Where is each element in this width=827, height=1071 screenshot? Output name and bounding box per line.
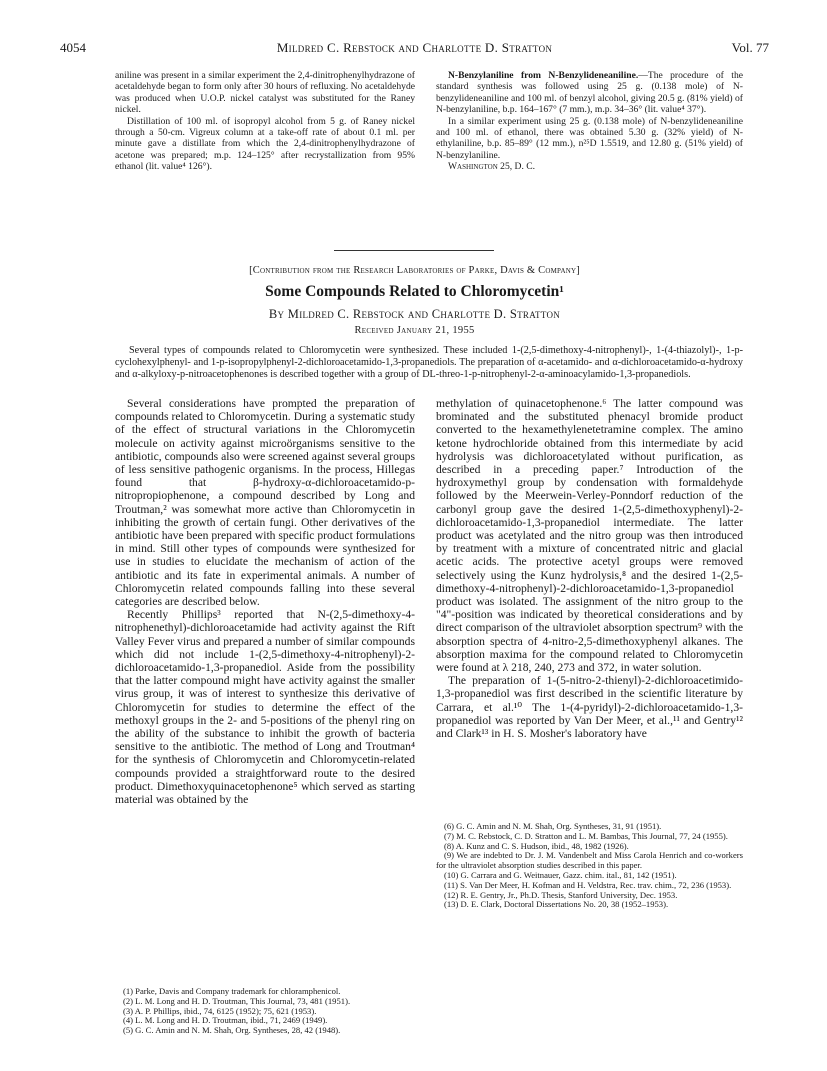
abstract: Several types of compounds related to Chloromycetin were synthesized. These included 1-(2,5-dimethoxy-4-nitrophenyl)-, 1-(4-thiazolyl)-, 1-p-cyclohexylphenyl- and 1-p-isopropylphenyl-2-dichloroacetamido-1,3-propanediols. The preparation of α-acetamido- and α-dichloroacetamido-α-hydroxy and α-alkyloxy-p-nitroacetophenones is described together with a group of DL-threo-1-p-nitrophenyl-2-α-aminoacylamido-1,3-propanediols. bbox=[115, 345, 743, 380]
volume-number: Vol. 77 bbox=[731, 40, 769, 55]
section-heading: N-Benzylaniline from N-Benzylideneaniline. bbox=[448, 70, 639, 81]
running-head bbox=[60, 40, 769, 58]
footnote: (7) M. C. Rebstock, C. D. Stratton and L. M. Bambas, This Journal, 77, 24 (1955). bbox=[444, 830, 728, 841]
received-date: Received January 21, 1955 bbox=[354, 325, 475, 336]
body-paragraph: Recently Phillips³ reported that N-(2,5-dimethoxy-4-nitrophenethyl)-dichloroacetamide had activity against the Rift Valley Fever virus and prepared a number of similar compounds which did not include 1-(2,5-dimethoxy-4-nitrophenyl)-2-dichloroacetamido-1,3-propanediol. Aside from the possibility that the latter compound might have activity against the smaller virus group, it was of interest to synthesize this derivative of Chloromycetin for studies to determine the effect of the methoxyl groups in the 2- and 5-positions of the phenyl ring on the ability of the substance to inhibit the growth of bacteria sensitive to the antibiotic. The method of Long and Troutman⁴ for the synthesis of Chloromycetin and Chloromycetin-related compounds provided a straightforward route to the desired product. Dimethoxyquinacetophenone⁵ which served as starting material was obtained by the bbox=[115, 608, 415, 807]
footnote: (11) S. Van Der Meer, H. Kofman and H. Veldstra, Rec. trav. chim., 72, 236 (1953). bbox=[444, 879, 732, 890]
previous-article-paragraph bbox=[436, 70, 743, 116]
footnote: (1) Parke, Davis and Company trademark for chloramphenicol. bbox=[123, 986, 341, 996]
footnote: (8) A. Kunz and C. S. Hudson, ibid., 48, 1982 (1926). bbox=[444, 840, 629, 851]
footnotes-right bbox=[436, 822, 743, 910]
previous-article-left-column bbox=[115, 70, 415, 173]
previous-article-paragraph: Distillation of 100 ml. of isopropyl alcohol from 5 g. of Raney nickel through a 50-cm. Vigreux column at a take-off rate of about 0.1 ml. per minute gave a distillate from which the 2,4-dinitrophenylhydrazone of acetone was prepared; m.p. 124–125° after recrystallization from 95% ethanol (lit. value⁴ 126°). bbox=[115, 115, 415, 173]
article-divider bbox=[334, 250, 494, 251]
author-location: Washington 25, D. C. bbox=[448, 161, 536, 173]
footnote: (12) R. E. Gentry, Jr., Ph.D. Thesis, Stanford University, Dec. 1953. bbox=[444, 889, 678, 900]
footnote: (13) D. E. Clark, Doctoral Dissertations No. 20, 38 (1952–1953). bbox=[444, 899, 669, 910]
footnote: (3) A. P. Phillips, ibid., 74, 6125 (1952); 75, 621 (1953). bbox=[123, 1005, 317, 1016]
footnote: (2) L. M. Long and H. D. Troutman, This Journal, 73, 481 (1951). bbox=[123, 995, 351, 1006]
footnote: (10) G. Carrara and G. Weitnauer, Gazz. chim. ital., 81, 142 (1951). bbox=[444, 869, 677, 880]
body-paragraph: Several considerations have prompted the preparation of compounds related to Chloromycetin. During a systematic study of the effect of structural variations in the Chloromycetin molecule on activity against microörganisms sensitive to the antibiotic, compounds also were screened against several groups of less sensitive pathogenic organisms. In the process, Hillegas found that β-hydroxy-α-dichloroacetamido-p-nitropropiophenone, a compound described by Long and Troutman,² was somewhat more active than Chloromycetin in inhibiting the growth of certain fungi. Other derivatives of the antibiotic have been prepared with specific product formulations in mind. Still other types of compounds were synthesized for use in studies to elucidate the mechanism of action of the antibiotic and its fate in experimental animals. A number of Chloromycetin related compounds falling into these several categories are described below. bbox=[115, 397, 415, 609]
page-number: 4054 bbox=[60, 40, 86, 55]
body-left-column bbox=[115, 397, 415, 806]
footnotes-left bbox=[115, 987, 415, 1036]
previous-article-right-column bbox=[436, 70, 743, 173]
article-byline: By Mildred C. Rebstock and Charlotte D. Stratton bbox=[268, 307, 561, 321]
article-title: Some Compounds Related to Chloromycetin¹ bbox=[265, 283, 564, 300]
contribution-line: [Contribution from the Research Laboratories of Parke, Davis & Company] bbox=[249, 265, 580, 276]
body-paragraph: The preparation of 1-(5-nitro-2-thienyl)-2-dichloroacetimido-1,3-propanediol was first described in the scientific literature by Carrara, et al.¹⁰ The 1-(4-pyridyl)-2-dichloroacetamido-1,3-propanediol was reported by Van Der Meer, et al.,¹¹ and Gentry¹² and Clark¹³ in H. S. Mosher's laboratory have bbox=[436, 674, 743, 741]
body-right-column bbox=[436, 397, 743, 740]
footnote: (5) G. C. Amin and N. M. Shah, Org. Syntheses, 28, 42 (1948). bbox=[123, 1025, 341, 1036]
previous-article-paragraph: aniline was present in a similar experiment the 2,4-dinitrophenylhydrazone of acetaldehyde began to form only after 30 hours of refluxing. No acetaldehyde was produced when U.O.P. nickel catalyst was substituted for the Raney nickel. bbox=[115, 70, 415, 116]
paragraph-text: —The procedure of the standard synthesis was followed using 25 g. (0.138 mole) of N-benzylideneaniline and 100 ml. of benzyl alcohol, giving 20.5 g. (81% yield) of N-benzylaniline, b.p. 164–167° (7 mm.), m.p. 34–36° (lit. value⁴ 37°). bbox=[436, 70, 743, 116]
footnote: (6) G. C. Amin and N. M. Shah, Org. Syntheses, 31, 91 (1951). bbox=[444, 821, 662, 831]
running-head-authors: Mildred C. Rebstock and Charlotte D. Stratton bbox=[276, 40, 553, 55]
body-paragraph: methylation of quinacetophenone.⁶ The latter compound was brominated and the substituted phenacyl bromide product converted to the hexamethylenetetramine complex. The amino ketone hydrochloride obtained from this intermediate by acid hydrolysis was dichloroacetylated without purification, as described in a preceding paper.⁷ Introduction of the hydroxymethyl group by condensation with formaldehyde followed by the Meerwein-Verley-Ponndorf reduction of the carbonyl group gave the desired 1-(2,5-dimethoxyphenyl)-2-dichloroacetamido-1,3-propanediol intermediate. The latter product was acetylated and the nitro group was then introduced by treatment with a mixture of concentrated nitric and glacial acetic acids. The protective acetyl groups were removed selectively using the Kunz hydrolysis,⁸ and the desired 1-(2,5-dimethoxy-4-nitrophenyl)-2-dichloroacetamido-1,3-propanediol product was isolated. The assignment of the nitro group to the "4"-position was indicated by theoretical considerations and by direct comparison of the ultraviolet absorption spectrum⁹ with the absorption spectra of 4-nitro-2,5-dimethoxyphenyl alkanes. The absorption maxima for the compound related to Chloromycetin were found at λ 218, 240, 273 and 372, in water solution. bbox=[436, 397, 743, 675]
previous-article-paragraph: In a similar experiment using 25 g. (0.138 mole) of N-benzylideneaniline and 100 ml. of ethanol, there was obtained 5.30 g. (32% yield) of N-ethylaniline, b.p. 85–89° (12 mm.), n²⁵D 1.5519, and 12.80 g. (51% yield) of N-benzylaniline. bbox=[436, 115, 743, 161]
footnote: (9) We are indebted to Dr. J. M. Vandenbelt and Miss Carola Henrich and co-workers for the ultraviolet absorption studies described in this paper. bbox=[436, 850, 743, 871]
footnote: (4) L. M. Long and H. D. Troutman, ibid., 71, 2469 (1949). bbox=[123, 1015, 328, 1026]
